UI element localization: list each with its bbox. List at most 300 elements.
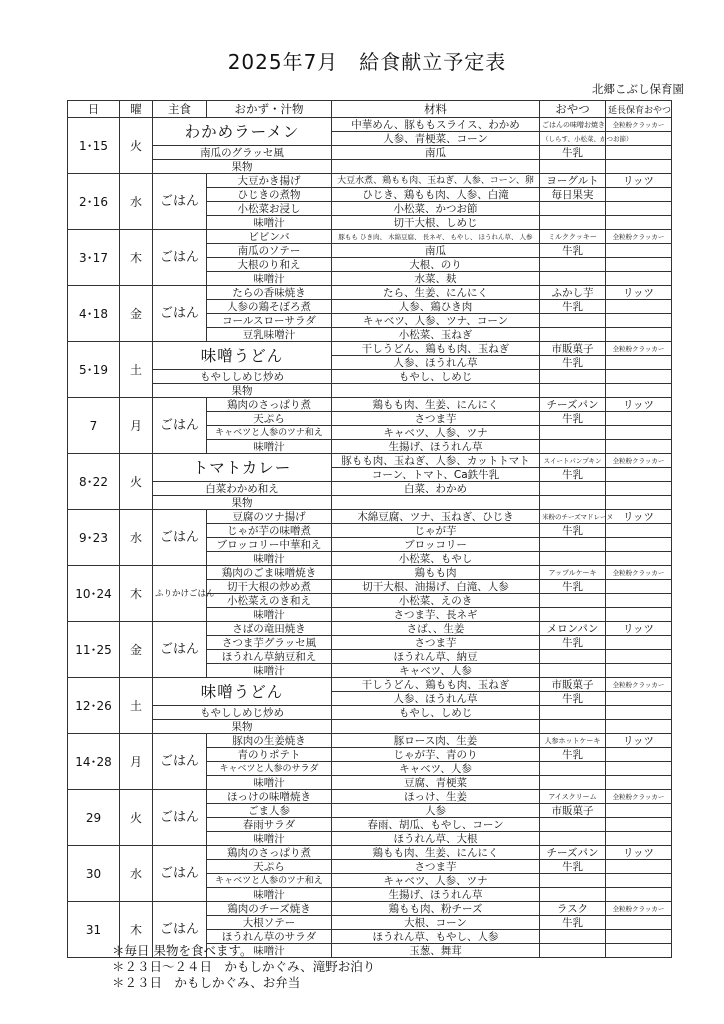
- extended-snack-cell: [606, 426, 672, 440]
- ingredient-cell: 小松菜、かつお節: [332, 202, 540, 216]
- table-row: [68, 790, 672, 804]
- ingredient-cell: さつま芋: [332, 860, 540, 874]
- snack-cell: スイートパンプキン: [540, 454, 606, 468]
- side-dish: 南瓜のグラッセ風: [153, 146, 332, 160]
- extended-snack-cell: リッツ: [606, 734, 672, 748]
- dish-cell: 味噌汁: [207, 664, 332, 678]
- ingredient-cell: キャベツ、人参、ツナ: [332, 874, 540, 888]
- weekday-cell: 土: [120, 342, 153, 398]
- dish-cell: キャベツと人参のツナ和え: [207, 426, 332, 440]
- menu-body: [68, 118, 672, 958]
- extended-snack-cell: [606, 538, 672, 552]
- ingredient-cell: 南瓜: [332, 146, 540, 160]
- snack-cell: 牛乳: [540, 356, 606, 370]
- side-dish: 果物: [153, 384, 332, 398]
- table-header-row: [68, 101, 672, 118]
- main-dish: 味噌うどん: [153, 342, 332, 370]
- extended-snack-cell: [606, 874, 672, 888]
- snack-cell: 牛乳: [540, 244, 606, 258]
- dish-cell: ビビンバ: [207, 230, 332, 244]
- ingredient-cell: 鶏もも肉、生姜、にんにく: [332, 846, 540, 860]
- dish-cell: ブロッコリー中華和え: [207, 538, 332, 552]
- extended-snack-cell: リッツ: [606, 510, 672, 524]
- date-cell: 3･17: [68, 230, 120, 286]
- extended-snack-cell: [606, 412, 672, 426]
- snack-cell: [540, 762, 606, 776]
- extended-snack-cell: 全粒粉クラッカー: [606, 902, 672, 916]
- dish-cell: じゃが芋の味噌煮: [207, 524, 332, 538]
- weekday-cell: 水: [120, 510, 153, 566]
- extended-snack-cell: 全粒粉クラッカー: [606, 230, 672, 244]
- ingredient-cell: ほうれん草、もやし、人参: [332, 930, 540, 944]
- extended-snack-cell: [606, 482, 672, 496]
- table-row: [68, 118, 672, 132]
- snack-cell: 牛乳: [540, 860, 606, 874]
- snack-cell: [540, 538, 606, 552]
- extended-snack-cell: [606, 692, 672, 706]
- dish-cell: ほうれん草のサラダ: [207, 930, 332, 944]
- ingredient-cell: ほうれん草、納豆: [332, 650, 540, 664]
- snack-cell: [540, 328, 606, 342]
- snack-cell: [540, 944, 606, 958]
- snack-cell: 牛乳: [540, 916, 606, 930]
- notes: [112, 943, 375, 991]
- ingredient-cell: さば、、生姜: [332, 622, 540, 636]
- ingredient-cell: 干しうどん、鶏もも肉、玉ねぎ: [332, 678, 540, 692]
- dish-cell: ひじきの煮物: [207, 188, 332, 202]
- table-row: [68, 566, 672, 580]
- dish-cell: 天ぷら: [207, 412, 332, 426]
- extended-snack-cell: [606, 202, 672, 216]
- date-cell: 9･23: [68, 510, 120, 566]
- date-cell: 14･28: [68, 734, 120, 790]
- dish-cell: 鶏肉のさっぱり煮: [207, 846, 332, 860]
- ingredient-cell: 小松菜、えのき: [332, 594, 540, 608]
- ingredient-cell: キャベツ、人参、ツナ: [332, 426, 540, 440]
- dish-cell: ほっけの味噌焼き: [207, 790, 332, 804]
- snack-cell: 牛乳: [540, 580, 606, 594]
- extended-snack-cell: 全粒粉クラッカー: [606, 454, 672, 468]
- snack-cell: 牛乳: [540, 692, 606, 706]
- weekday-cell: 火: [120, 118, 153, 174]
- dish-cell: 味噌汁: [207, 216, 332, 230]
- staple-cell: ごはん: [153, 734, 207, 790]
- col-dishes: おかず・汁物: [207, 101, 332, 118]
- note-item: ＊２３日 かもしかぐみ、お弁当: [112, 975, 301, 990]
- snack-cell: [540, 160, 606, 174]
- ingredient-cell: じゃが芋、青のり: [332, 748, 540, 762]
- date-cell: 31: [68, 902, 120, 958]
- col-weekday: 曜: [120, 101, 153, 118]
- snack-cell: 牛乳: [540, 146, 606, 160]
- dish-cell: 大根ソテー: [207, 916, 332, 930]
- ingredient-cell: [332, 384, 540, 398]
- table-row: [68, 734, 672, 748]
- extended-snack-cell: [606, 608, 672, 622]
- extended-snack-cell: [606, 468, 672, 482]
- snack-cell: 市販菓子: [540, 804, 606, 818]
- extended-snack-cell: [606, 216, 672, 230]
- page-title: 2025年7月 給食献立予定表: [227, 50, 507, 74]
- staple-cell: ごはん: [153, 286, 207, 342]
- snack-cell: [540, 594, 606, 608]
- ingredient-cell: 鶏もも肉: [332, 566, 540, 580]
- dish-cell: 鶏肉のごま味噌焼き: [207, 566, 332, 580]
- ingredient-cell: 水菜、麸: [332, 272, 540, 286]
- snack-cell: [540, 496, 606, 510]
- ingredient-cell: 春雨、胡瓜、もやし、コーン: [332, 818, 540, 832]
- date-cell: 29: [68, 790, 120, 846]
- staple-cell: ごはん: [153, 622, 207, 678]
- col-date: 日: [68, 101, 120, 118]
- snack-cell: [540, 314, 606, 328]
- ingredient-cell: ほうれん草、大根: [332, 832, 540, 846]
- table-row: [68, 510, 672, 524]
- dish-cell: さばの竜田焼き: [207, 622, 332, 636]
- dish-cell: 味噌汁: [207, 944, 332, 958]
- dish-cell: 小松菜えのき和え: [207, 594, 332, 608]
- ingredient-cell: [332, 496, 540, 510]
- ingredient-cell: [332, 160, 540, 174]
- dish-cell: 味噌汁: [207, 832, 332, 846]
- table-row: [68, 174, 672, 188]
- snack-cell: [540, 888, 606, 902]
- extended-snack-cell: 全粒粉クラッカー: [606, 790, 672, 804]
- extended-snack-cell: [606, 930, 672, 944]
- table-row: [68, 678, 672, 692]
- extended-snack-cell: [606, 300, 672, 314]
- ingredient-cell: 南瓜: [332, 244, 540, 258]
- dish-cell: 大豆かき揚げ: [207, 174, 332, 188]
- snack-cell: [540, 874, 606, 888]
- extended-snack-cell: [606, 272, 672, 286]
- extended-snack-cell: リッツ: [606, 286, 672, 300]
- extended-snack-cell: [606, 594, 672, 608]
- extended-snack-cell: [606, 944, 672, 958]
- dish-cell: 味噌汁: [207, 776, 332, 790]
- ingredient-cell: もやし、しめじ: [332, 370, 540, 384]
- extended-snack-cell: [606, 524, 672, 538]
- ingredient-cell: 生揚げ、ほうれん草: [332, 888, 540, 902]
- dish-cell: 鶏肉のさっぱり煮: [207, 398, 332, 412]
- dish-cell: 春雨サラダ: [207, 818, 332, 832]
- snack-cell: ミルククッキー: [540, 230, 606, 244]
- dish-cell: ほうれん草納豆和え: [207, 650, 332, 664]
- dish-cell: 味噌汁: [207, 552, 332, 566]
- col-ingredients: 材料: [332, 101, 540, 118]
- ingredient-cell: 豆腐、青梗菜: [332, 776, 540, 790]
- snack-cell: [540, 930, 606, 944]
- table-row: [68, 230, 672, 244]
- snack-cell: ヨーグルト: [540, 174, 606, 188]
- weekday-cell: 水: [120, 174, 153, 230]
- extended-snack-cell: [606, 258, 672, 272]
- table-row: [68, 454, 672, 468]
- snack-cell: 人参ホットケーキ: [540, 734, 606, 748]
- ingredient-cell: ほっけ、生姜: [332, 790, 540, 804]
- ingredient-cell: もやし、しめじ: [332, 706, 540, 720]
- extended-snack-cell: [606, 384, 672, 398]
- ingredient-cell: 中華めん、豚ももスライス、わかめ: [332, 118, 540, 132]
- facility-name: 北郷こぶし保育園: [592, 82, 684, 96]
- ingredient-cell: 生揚げ、ほうれん草: [332, 440, 540, 454]
- ingredient-cell: 大豆水煮、鶏もも肉、玉ねぎ、人参、コーン、卵: [332, 174, 540, 188]
- extended-snack-cell: [606, 748, 672, 762]
- dish-cell: キャベツと人参のサラダ: [207, 762, 332, 776]
- staple-cell: ごはん: [153, 398, 207, 454]
- snack-cell: [540, 440, 606, 454]
- ingredient-cell: ひじき、鶏もも肉、人参、白滝: [332, 188, 540, 202]
- side-dish: 果物: [153, 496, 332, 510]
- table-row: [68, 706, 672, 720]
- snack-cell: [540, 706, 606, 720]
- snack-cell: [540, 482, 606, 496]
- ingredient-cell: 豚ロース肉、生姜: [332, 734, 540, 748]
- snack-cell: 米粉のチーズマドレーヌ: [540, 510, 606, 524]
- ingredient-cell: 人参: [332, 804, 540, 818]
- extended-snack-cell: [606, 328, 672, 342]
- extended-snack-cell: [606, 804, 672, 818]
- extended-snack-cell: 全粒粉クラッカー: [606, 678, 672, 692]
- snack-cell: チーズパン: [540, 398, 606, 412]
- side-dish: 果物: [153, 160, 332, 174]
- extended-snack-cell: [606, 440, 672, 454]
- ingredient-cell: さつま芋: [332, 636, 540, 650]
- col-extended: 延長保育おやつ: [606, 101, 672, 118]
- snack-cell: [540, 272, 606, 286]
- snack-cell: [540, 650, 606, 664]
- extended-snack-cell: [606, 356, 672, 370]
- extended-snack-cell: [606, 664, 672, 678]
- extended-snack-cell: [606, 636, 672, 650]
- table-row: [68, 846, 672, 860]
- snack-cell: [540, 552, 606, 566]
- ingredient-cell: 玉葱、舞茸: [332, 944, 540, 958]
- snack-cell: ふかし芋: [540, 286, 606, 300]
- ingredient-cell: 豚もも ひき肉、 木綿豆腐、 長ネギ、 もやし、 ほうれん草、 人参: [332, 230, 540, 244]
- extended-snack-cell: 全粒粉クラッカー: [606, 118, 672, 132]
- weekday-cell: 火: [120, 454, 153, 510]
- extended-snack-cell: [606, 580, 672, 594]
- extended-snack-cell: [606, 888, 672, 902]
- snack-cell: [540, 832, 606, 846]
- staple-cell: ふりかけごはん: [153, 566, 207, 622]
- extended-snack-cell: [606, 818, 672, 832]
- col-snack: おやつ: [540, 101, 606, 118]
- ingredient-cell: さつま芋、長ネギ: [332, 608, 540, 622]
- ingredient-cell: 大根、コーン: [332, 916, 540, 930]
- weekday-cell: 土: [120, 678, 153, 734]
- snack-cell: 市販菓子: [540, 342, 606, 356]
- snack-cell: アップルケーキ: [540, 566, 606, 580]
- dish-cell: キャベツと人参のツナ和え: [207, 874, 332, 888]
- snack-cell: [540, 384, 606, 398]
- extended-snack-cell: [606, 916, 672, 930]
- ingredient-cell: 鶏もも肉、生姜、にんにく: [332, 398, 540, 412]
- dish-cell: 味噌汁: [207, 440, 332, 454]
- snack-cell: メロンパン: [540, 622, 606, 636]
- extended-snack-cell: [606, 244, 672, 258]
- snack-cell: 牛乳: [540, 748, 606, 762]
- dish-cell: さつま芋グラッセ風: [207, 636, 332, 650]
- dish-cell: 味噌汁: [207, 272, 332, 286]
- weekday-cell: 金: [120, 286, 153, 342]
- dish-cell: 大根のり和え: [207, 258, 332, 272]
- dish-cell: 南瓜のソテー: [207, 244, 332, 258]
- snack-cell: [540, 258, 606, 272]
- snack-cell: 牛乳: [540, 524, 606, 538]
- dish-cell: 豚肉の生姜焼き: [207, 734, 332, 748]
- extended-snack-cell: [606, 720, 672, 734]
- ingredient-cell: コーン、トマト、Ca鉄牛乳: [332, 468, 540, 482]
- dish-cell: ごま人参: [207, 804, 332, 818]
- extended-snack-cell: 全粒粉クラッカー: [606, 342, 672, 356]
- date-cell: 5･19: [68, 342, 120, 398]
- table-row: [68, 622, 672, 636]
- extended-snack-cell: [606, 706, 672, 720]
- ingredient-cell: キャベツ、人参、ツナ、コーン: [332, 314, 540, 328]
- snack-cell: [540, 818, 606, 832]
- extended-snack-cell: [606, 776, 672, 790]
- extended-snack-cell: [606, 188, 672, 202]
- dish-cell: 天ぷら: [207, 860, 332, 874]
- staple-cell: ごはん: [153, 902, 207, 958]
- table-row: [68, 398, 672, 412]
- date-cell: 7: [68, 398, 120, 454]
- ingredient-cell: じゃが芋: [332, 524, 540, 538]
- dish-cell: 豆乳味噌汁: [207, 328, 332, 342]
- ingredient-cell: 人参、青梗菜、コーン: [332, 132, 540, 146]
- weekday-cell: 月: [120, 734, 153, 790]
- weekday-cell: 火: [120, 790, 153, 846]
- snack-cell: 毎日果実: [540, 188, 606, 202]
- extended-snack-cell: [606, 762, 672, 776]
- table-row: [68, 160, 672, 174]
- staple-cell: ごはん: [153, 790, 207, 846]
- snack-cell: 市販菓子: [540, 678, 606, 692]
- snack-cell: [540, 720, 606, 734]
- table-row: [68, 482, 672, 496]
- ingredient-cell: 人参、鶏ひき肉: [332, 300, 540, 314]
- staple-cell: ごはん: [153, 230, 207, 286]
- snack-cell: 牛乳: [540, 300, 606, 314]
- extended-snack-cell: [606, 160, 672, 174]
- ingredient-cell: [332, 720, 540, 734]
- col-staple: 主食: [153, 101, 207, 118]
- dish-cell: コールスローサラダ: [207, 314, 332, 328]
- date-cell: 8･22: [68, 454, 120, 510]
- table-row: [68, 384, 672, 398]
- side-dish: もやししめじ炒め: [153, 706, 332, 720]
- table-row: [68, 342, 672, 356]
- snack-cell: 牛乳: [540, 412, 606, 426]
- extended-snack-cell: [606, 832, 672, 846]
- extended-snack-cell: リッツ: [606, 846, 672, 860]
- ingredient-cell: 人参、ほうれん草: [332, 356, 540, 370]
- snack-cell: ラスク: [540, 902, 606, 916]
- extended-snack-cell: [606, 860, 672, 874]
- extended-snack-cell: [606, 314, 672, 328]
- snack-cell: [540, 776, 606, 790]
- main-dish: わかめラーメン: [153, 118, 332, 146]
- dish-cell: 味噌汁: [207, 888, 332, 902]
- snack-cell: [540, 664, 606, 678]
- extended-snack-cell: [606, 370, 672, 384]
- snack-cell: [540, 426, 606, 440]
- staple-cell: ごはん: [153, 846, 207, 902]
- table-row: [68, 496, 672, 510]
- snack-cell: ごはんの味噌お焼き: [540, 118, 606, 132]
- date-cell: 4･18: [68, 286, 120, 342]
- dish-cell: 人参の鶏そぼろ煮: [207, 300, 332, 314]
- table-row: [68, 146, 672, 160]
- snack-cell: [540, 608, 606, 622]
- main-dish: トマトカレー: [153, 454, 332, 482]
- dish-cell: 豆腐のツナ揚げ: [207, 510, 332, 524]
- note-item: ＊毎日 果物を食べます。: [112, 943, 253, 958]
- date-cell: 2･16: [68, 174, 120, 230]
- ingredient-cell: 木綿豆腐、ツナ、玉ねぎ、ひじき: [332, 510, 540, 524]
- snack-cell: [540, 202, 606, 216]
- extended-snack-cell: [606, 496, 672, 510]
- ingredient-cell: 鶏もも肉、粉チーズ: [332, 902, 540, 916]
- staple-cell: ごはん: [153, 510, 207, 566]
- dish-cell: 切干大根の炒め煮: [207, 580, 332, 594]
- main-dish: 味噌うどん: [153, 678, 332, 706]
- extended-snack-cell: [606, 650, 672, 664]
- snack-cell: チーズパン: [540, 846, 606, 860]
- ingredient-cell: さつま芋: [332, 412, 540, 426]
- ingredient-cell: 大根、のり: [332, 258, 540, 272]
- menu-table: [67, 100, 672, 958]
- weekday-cell: 月: [120, 398, 153, 454]
- date-cell: 1･15: [68, 118, 120, 174]
- side-dish: もやししめじ炒め: [153, 370, 332, 384]
- weekday-cell: 木: [120, 566, 153, 622]
- extended-snack-cell: [606, 146, 672, 160]
- side-dish: 白菜わかめ和え: [153, 482, 332, 496]
- dish-cell: たらの香味焼き: [207, 286, 332, 300]
- note-item: ＊２３日～２４日 かもしかぐみ、滝野お泊り: [112, 959, 376, 974]
- snack-cell: 牛乳: [540, 468, 606, 482]
- table-row: [68, 286, 672, 300]
- snack-cell: アイスクリーム: [540, 790, 606, 804]
- ingredient-cell: 白菜、わかめ: [332, 482, 540, 496]
- ingredient-cell: 切干大根、しめじ: [332, 216, 540, 230]
- table-row: [68, 720, 672, 734]
- extended-snack-cell: リッツ: [606, 622, 672, 636]
- ingredient-cell: キャベツ、人参: [332, 664, 540, 678]
- ingredient-cell: 人参、ほうれん草: [332, 692, 540, 706]
- ingredient-cell: 豚もも肉、玉ねぎ、人参、カットトマト: [332, 454, 540, 468]
- staple-cell: ごはん: [153, 174, 207, 230]
- ingredient-cell: ブロッコリー: [332, 538, 540, 552]
- weekday-cell: 木: [120, 230, 153, 286]
- extended-snack-cell: 全粒粉クラッカー: [606, 566, 672, 580]
- date-cell: 30: [68, 846, 120, 902]
- ingredient-cell: たら、生姜、にんにく: [332, 286, 540, 300]
- extended-snack-cell: リッツ: [606, 174, 672, 188]
- ingredient-cell: 切干大根、油揚げ、白滝、人参: [332, 580, 540, 594]
- snack-detail: （しらす、小松菜、かつお節）: [540, 132, 606, 146]
- extended-snack-cell: [606, 552, 672, 566]
- dish-cell: 青のりポテト: [207, 748, 332, 762]
- ingredient-cell: 小松菜、もやし: [332, 552, 540, 566]
- weekday-cell: 木: [120, 902, 153, 958]
- date-cell: 10･24: [68, 566, 120, 622]
- table-row: [68, 370, 672, 384]
- weekday-cell: 水: [120, 846, 153, 902]
